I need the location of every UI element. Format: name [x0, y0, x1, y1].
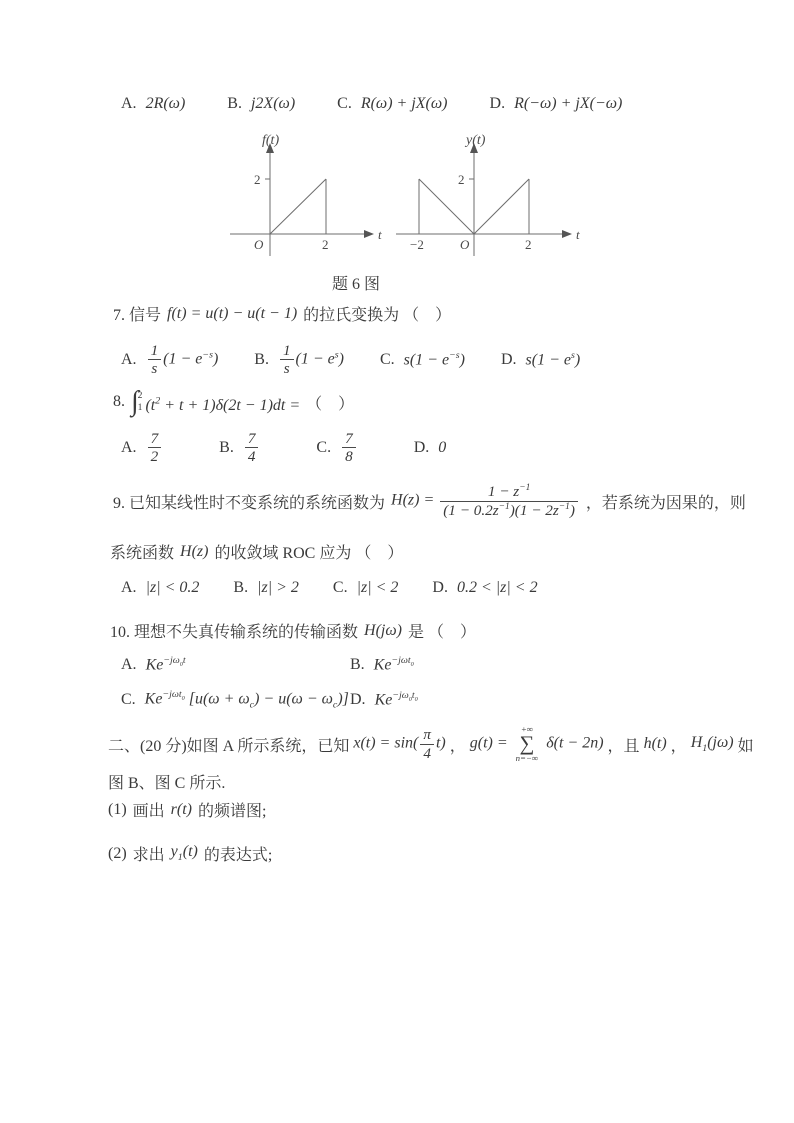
option-a: [121, 655, 350, 674]
option-formula: 2R(ω): [145, 95, 186, 112]
option-d: [414, 439, 447, 457]
option-formula: R(ω) + jX(ω): [360, 95, 448, 112]
question-10-stem: [110, 619, 476, 642]
section-2-stem: [108, 722, 754, 766]
axis-label-t: t: [576, 227, 580, 242]
option-label: C.: [121, 690, 136, 708]
question-formula: H(z) = $\frac{1 - z^{-1}}{(1 - 0.2z^{-1})(1 - 2z^{-1})}$: [391, 483, 580, 519]
question-8-stem: [113, 388, 354, 416]
option-label: B.: [227, 95, 242, 112]
section-text: ，: [449, 737, 466, 755]
section-formula-xt: x(t) = sin( $\frac{\pi}{4}$ t): [353, 726, 446, 762]
option-formula: $\frac{7}{8}$: [340, 430, 358, 466]
option-d: [432, 579, 537, 597]
option-b: [219, 430, 260, 466]
option-c: [380, 350, 465, 369]
question-10-options-row2: [121, 689, 418, 711]
y-tick-2: 2: [458, 172, 465, 187]
option-formula: |z| < 2: [356, 579, 399, 596]
item-formula: r(t): [170, 800, 192, 818]
option-label: A.: [121, 95, 137, 112]
section-text: ，: [670, 737, 687, 755]
item-text: 的表达式;: [203, 847, 273, 864]
question-6-options: [121, 95, 622, 113]
option-formula: $Ke^{-j\omega t_0}$: [373, 655, 414, 674]
question-8-options: [121, 430, 446, 466]
question-text: 系统函数: [110, 545, 175, 562]
option-c: [337, 95, 447, 113]
option-label: B.: [254, 350, 269, 368]
option-formula: 0: [438, 438, 447, 456]
x-tick-neg2: −2: [410, 237, 424, 252]
question-9-options: [121, 579, 538, 597]
x-axis-arrow: [364, 230, 374, 238]
axis-label-t: t: [378, 227, 382, 242]
question-9-stem: [113, 475, 746, 527]
section-formula-h1jw: $H_1(j\omega)$: [690, 733, 734, 755]
section-formula-gt: g(t) = +∞ ∑ n=−∞ δ(t − 2n): [469, 724, 604, 763]
section-text: 二、(20 分)如图 A 所示系统，已知: [108, 737, 350, 755]
question-formula: f(t) = u(t) − u(t − 1): [167, 304, 298, 322]
item-label: (2): [108, 844, 127, 862]
y-tick-2: 2: [254, 172, 261, 187]
option-label: B.: [350, 655, 365, 673]
origin-label: O: [254, 237, 264, 252]
option-c: [316, 430, 357, 466]
option-formula: $Ke^{-j\omega_0t}$: [145, 655, 186, 674]
question-formula: H(jω): [364, 621, 402, 639]
option-label: D.: [350, 690, 366, 708]
question-formula: ∫ 2 1 $(t^2 + t + 1)\delta(2t - 1)dt$ =: [131, 386, 301, 417]
option-b: [350, 655, 414, 674]
item-text: 求出: [132, 847, 165, 864]
option-c: [121, 689, 350, 711]
option-formula: $\frac{1}{s}$ $(1 - e^s)$: [278, 342, 344, 378]
x-tick-2: 2: [322, 237, 329, 252]
option-b: [227, 95, 295, 113]
option-label: B.: [219, 438, 234, 456]
question-7-stem: [113, 302, 451, 325]
item-formula: $y_1(t)$: [170, 843, 198, 864]
question-text: 是 （ ）: [407, 624, 476, 641]
figure-6-left-graph: [226, 131, 384, 271]
option-label: A.: [121, 579, 137, 596]
option-c: [333, 579, 399, 597]
option-a: [121, 95, 185, 113]
option-label: D.: [432, 579, 448, 596]
option-label: B.: [233, 579, 249, 596]
option-label: A.: [121, 350, 137, 368]
question-text: 9. 已知某线性时不变系统的系统函数为: [113, 494, 386, 512]
option-a: [121, 342, 218, 378]
section-text: ，且: [607, 737, 640, 755]
question-text: ，若系统为因果的，则: [585, 494, 746, 512]
figure-6-caption: 题 6 图: [332, 276, 381, 293]
option-label: C.: [337, 95, 352, 112]
option-formula: $\frac{7}{4}$: [243, 430, 261, 466]
section-2-stem-line2: 图 B、图 C 所示.: [108, 775, 226, 792]
option-formula: $s(1 - e^{-s})$: [403, 350, 465, 369]
axis-label-yt: y(t): [466, 133, 486, 148]
option-label: D.: [500, 350, 517, 368]
option-label: A.: [121, 655, 137, 673]
option-formula: j2X(ω): [250, 95, 296, 112]
option-b: [254, 342, 344, 378]
option-formula: $Ke^{-j\omega_0t_0}$: [374, 690, 418, 709]
option-label: D.: [489, 95, 506, 112]
option-formula: |z| > 2: [257, 579, 299, 596]
question-text: 的拉氏变换为 （ ）: [303, 307, 452, 324]
option-label: D.: [413, 438, 430, 456]
question-text: 7. 信号: [113, 307, 162, 324]
option-formula: R(−ω) + jX(−ω): [514, 95, 623, 112]
option-b: [233, 579, 299, 597]
option-formula: 0.2 < |z| < 2: [456, 579, 538, 596]
question-text: （ ）: [306, 395, 355, 413]
item-text: 画出: [132, 803, 165, 820]
question-10-options-row1: [121, 655, 414, 674]
option-formula: $s(1 - e^s)$: [525, 350, 581, 369]
option-a: [121, 430, 163, 466]
question-9-stem-line2: [110, 540, 403, 563]
x-tick-2: 2: [525, 237, 532, 252]
option-d: [350, 690, 418, 709]
figure-6-right-graph: [392, 131, 588, 271]
origin-label: O: [460, 237, 470, 252]
x-axis-arrow: [562, 230, 572, 238]
option-d: [490, 95, 623, 113]
option-formula: $Ke^{-j\omega t_0}$ $[u(\omega + \omega_c) - u(\omega - \omega_c)]$: [144, 689, 349, 711]
section-formula-ht: h(t): [643, 735, 667, 752]
item-label: (1): [108, 800, 127, 818]
question-formula: H(z): [180, 542, 209, 560]
option-d: [501, 350, 580, 369]
option-label: C.: [332, 579, 348, 596]
option-formula: |z| < 0.2: [145, 579, 200, 596]
option-label: A.: [121, 438, 137, 456]
question-7-options: [121, 342, 580, 378]
question-text: 8.: [113, 393, 125, 410]
option-formula: $\frac{7}{2}$: [146, 430, 164, 466]
item-text: 的频谱图;: [198, 803, 267, 820]
section-text: 如: [737, 737, 754, 755]
section-2-item-2: [108, 842, 272, 865]
axis-label-ft: f(t): [262, 133, 280, 148]
option-a: [121, 579, 199, 597]
section-2-item-1: [108, 798, 266, 821]
question-text: 10. 理想不失真传输系统的传输函数: [110, 624, 359, 641]
question-text: 的收敛域 ROC 应为 （ ）: [214, 545, 404, 562]
option-formula: $\frac{1}{s}$ $(1 - e^{-s})$: [146, 342, 219, 378]
option-label: C.: [379, 350, 395, 368]
option-label: C.: [316, 438, 332, 456]
